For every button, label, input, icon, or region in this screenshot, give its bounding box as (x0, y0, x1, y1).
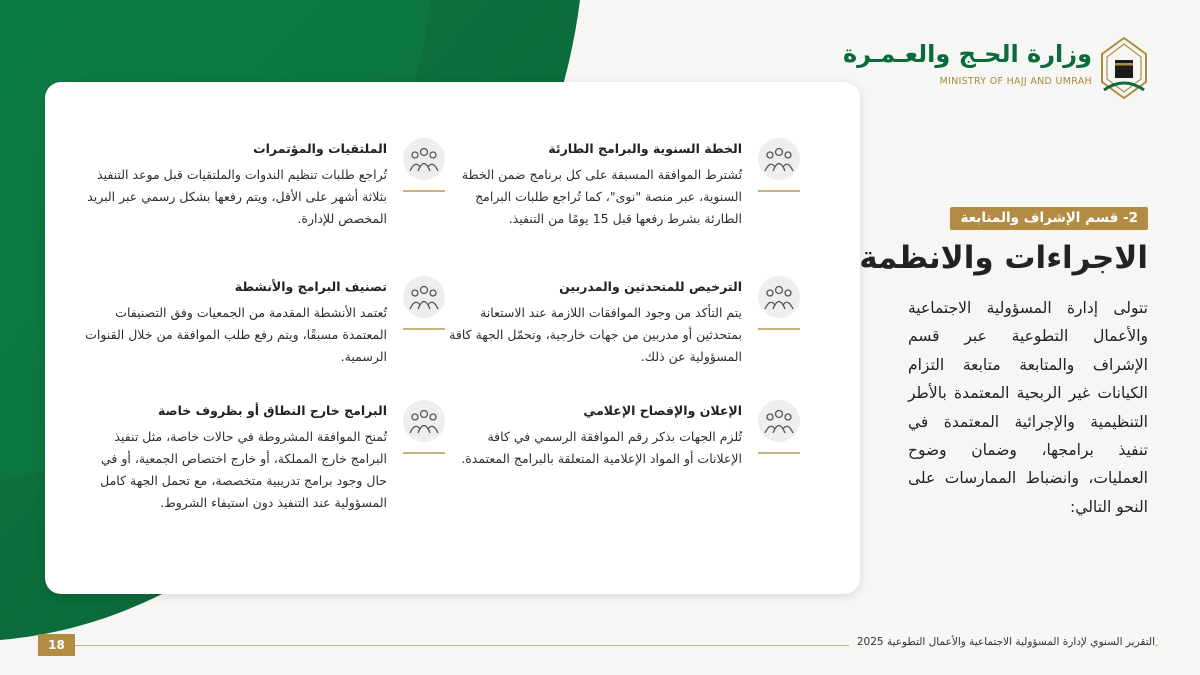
item-text: تُلزم الجهات بذكر رقم الموافقة الرسمي في كافة الإعلانات أو المواد الإعلامية المتعلقة بالبرامج المعتمدة. (461, 429, 742, 466)
item-program-classification (85, 278, 445, 368)
section-badge: 2- قسم الإشراف والمتابعة (950, 207, 1148, 230)
item-text: يتم التأكد من وجود الموافقات اللازمة عند الاستعانة بمتحدثين أو مدربين من جهات خارجية، وتحمّل الجهة كافة المسؤولية عن ذلك. (449, 305, 742, 364)
people-group-icon (758, 276, 800, 318)
item-conferences (85, 140, 445, 230)
intro-paragraph: تتولى إدارة المسؤولية الاجتماعية والأعمال التطوعية عبر قسم الإشراف والمتابعة متابعة التزام الكيانات غير الربحية المعتمدة بالأطر التنظيمية والإجرائية المعتمدة في تنفيذ برامجها، وضمان وضوح العمليات، وانضباط الممارسات على النحو التالي: (908, 299, 1148, 516)
item-text: تُراجع طلبات تنظيم الندوات والملتقيات قبل موعد التنفيذ بثلاثة أشهر على الأقل، ويتم رفعها بشكل رسمي عبر البريد المخصص للإدارة. (87, 167, 387, 226)
page-number: 18 (38, 634, 75, 656)
divider (758, 190, 800, 192)
item-special-programs (85, 402, 445, 514)
item-title: الخطة السنوية والبرامج الطارئة (548, 141, 742, 156)
kaaba-emblem-icon (1098, 36, 1150, 102)
divider (403, 328, 445, 330)
people-group-icon (758, 400, 800, 442)
item-media-disclosure (440, 402, 800, 470)
people-group-icon (403, 138, 445, 180)
item-annual-plan (440, 140, 800, 230)
item-title: الإعلان والإفصاح الإعلامي (583, 403, 742, 418)
divider (403, 190, 445, 192)
item-text: تُعتمد الأنشطة المقدمة من الجمعيات وفق التصنيفات المعتمدة مسبقًا، ويتم رفع طلب الموافقة من خلال القنوات الرسمية. (85, 305, 387, 364)
divider (758, 452, 800, 454)
item-text: تُشترط الموافقة المسبقة على كل برنامج ضمن الخطة السنوية، عبر منصة "نوى"، كما تُراجع طلبات البرامج الطارئة بشرط رفعها قبل 15 يومًا من التنفيذ. (461, 167, 742, 226)
footer-report-title: التقرير السنوي لإدارة المسؤولية الاجتماعية والأعمال التطوعية 2025 (849, 636, 1155, 648)
ministry-name-arabic: وزارة الحـج والعـمـرة (843, 40, 1092, 68)
divider (758, 328, 800, 330)
page-title: الاجراءات والانظمة (859, 240, 1148, 276)
ministry-name-english: MINISTRY OF HAJJ AND UMRAH (939, 76, 1092, 87)
content-card (45, 82, 860, 594)
people-group-icon (758, 138, 800, 180)
item-speakers-license (440, 278, 800, 368)
ministry-logo (843, 36, 1150, 106)
people-group-icon (403, 400, 445, 442)
people-group-icon (403, 276, 445, 318)
item-title: الترخيص للمتحدثين والمدربين (559, 279, 742, 294)
item-text: تُمنح الموافقة المشروطة في حالات خاصة، مثل تنفيذ البرامج خارج المملكة، أو خارج اختصاص الجمعية، أو في حال وجود برامج تدريبية متخصصة، مع تحمل الجهة كامل المسؤولية عند التنفيذ دون استيفاء الشروط. (100, 429, 387, 510)
item-title: الملتقيات والمؤتمرات (253, 141, 387, 156)
item-title: تصنيف البرامج والأنشطة (234, 279, 387, 294)
divider (403, 452, 445, 454)
item-title: البرامج خارج النطاق أو بظروف خاصة (157, 403, 387, 418)
